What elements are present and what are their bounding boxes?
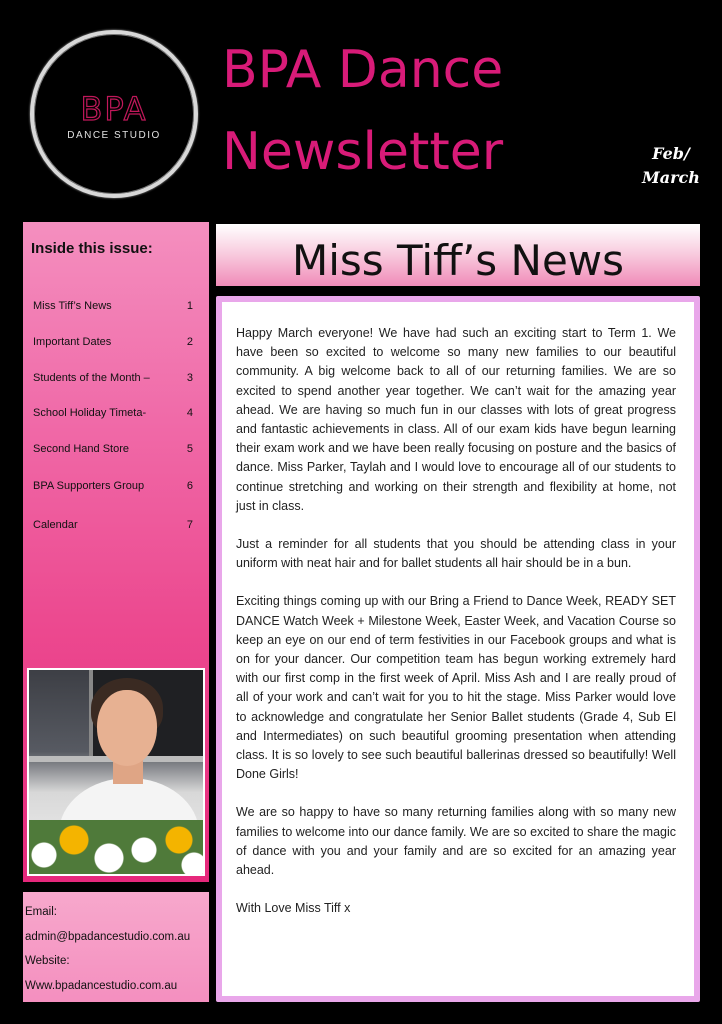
- article-body: [216, 296, 700, 1002]
- article-signoff: With Love Miss Tiff x: [236, 901, 351, 916]
- toc-item-page: 4: [186, 407, 193, 419]
- toc-item-page: 2: [186, 336, 193, 348]
- contact-box: [23, 892, 209, 1002]
- article-paragraph: We are so happy to have so many returning families along with so many new families to welcome into our dance family. We are so excited to share the magic of dance with you and your family and are so excited for an amazing year ahead.: [236, 805, 677, 878]
- issue-date-month1: Feb/: [652, 144, 690, 163]
- toc-item-label: Calendar: [33, 519, 78, 531]
- toc-item-label: Important Dates: [33, 336, 112, 348]
- toc-title: Inside this issue:: [31, 240, 153, 257]
- toc-item-label: Students of the Month –: [33, 372, 150, 384]
- article-title: Miss Tiff’s News: [291, 236, 625, 285]
- toc-item[interactable]: [33, 407, 193, 419]
- studio-logo: [30, 30, 198, 198]
- logo-subtext: DANCE STUDIO: [67, 130, 161, 141]
- flower-bouquet: [29, 820, 205, 876]
- article-paragraph: Just a reminder for all students that you should be attending class in your uniform with neat hair and for ballet students all hair should be in a bun.: [236, 537, 676, 571]
- toc-item-label: School Holiday Timeta-: [33, 407, 147, 419]
- issue-date-month2: March: [642, 168, 700, 187]
- toc-item-page: 3: [186, 372, 193, 384]
- newsletter-title-line2: Newsletter: [222, 122, 504, 182]
- toc-item[interactable]: [33, 336, 193, 348]
- article-banner: [216, 224, 700, 286]
- toc-item[interactable]: [33, 300, 193, 312]
- toc-item[interactable]: [33, 443, 193, 455]
- toc-item-page: 5: [186, 443, 193, 455]
- toc-item[interactable]: [33, 480, 193, 492]
- website-label: Website:: [25, 955, 70, 967]
- toc-item-label: BPA Supporters Group: [33, 480, 145, 492]
- toc-item[interactable]: [33, 519, 193, 531]
- toc-item-page: 6: [186, 480, 193, 492]
- toc-item-label: Miss Tiff’s News: [33, 300, 112, 312]
- website-link[interactable]: Www.bpadancestudio.com.au: [25, 979, 178, 992]
- article-paragraph: Happy March everyone! We have had such an exciting start to Term 1. We have been so excited to welcome so many new families to our beautiful community. A big welcome back to all of our returning families. We are so excited to spend another year together. We can’t wait for the amazing year ahead. We are having so much fun in our classes with lots of great progress and fantastic achievements in class. All of our exam kids have begun learning their exam work and we have been really focusing on posture and the basics of dance. Miss Parker, Taylah and I would love to encourage all of our students to continue stretching and working on their strength and flexibility at home, not just in class.: [236, 326, 676, 513]
- toc-item[interactable]: [33, 372, 193, 384]
- email-label: Email:: [25, 906, 57, 918]
- issue-date: [636, 142, 706, 190]
- newsletter-title-line1: BPA Dance: [222, 40, 504, 100]
- article-paragraph: Exciting things coming up with our Bring a Friend to Dance Week, READY SET DANCE Watch Week + Milestone Week, Easter Week, and Vacation Course so keep an eye on our end of term festivities in our Facebook groups and what is on for your dancer. Our competition team has begun working extremely hard with our first comp in the first week of April. Miss Ash and I are really proud of all of your work and can’t wait for you to hit the stage. Miss Parker would love to acknowledge and congratulate her Senior Ballet students (Grade 4, Sub El and Intermediates) on such beautiful grooming presentation when attending class. It is so lovely to see such beautiful ballerinas dressed so beautifully! Well Done Girls!: [236, 594, 676, 782]
- toc-item-label: Second Hand Store: [33, 443, 130, 455]
- logo-wordmark: BPA: [80, 90, 148, 128]
- sidebar: [23, 222, 209, 882]
- email-link[interactable]: admin@bpadancestudio.com.au: [25, 930, 191, 943]
- toc-item-page: 7: [186, 519, 193, 531]
- teacher-photo: [27, 668, 205, 876]
- toc-item-page: 1: [186, 300, 193, 312]
